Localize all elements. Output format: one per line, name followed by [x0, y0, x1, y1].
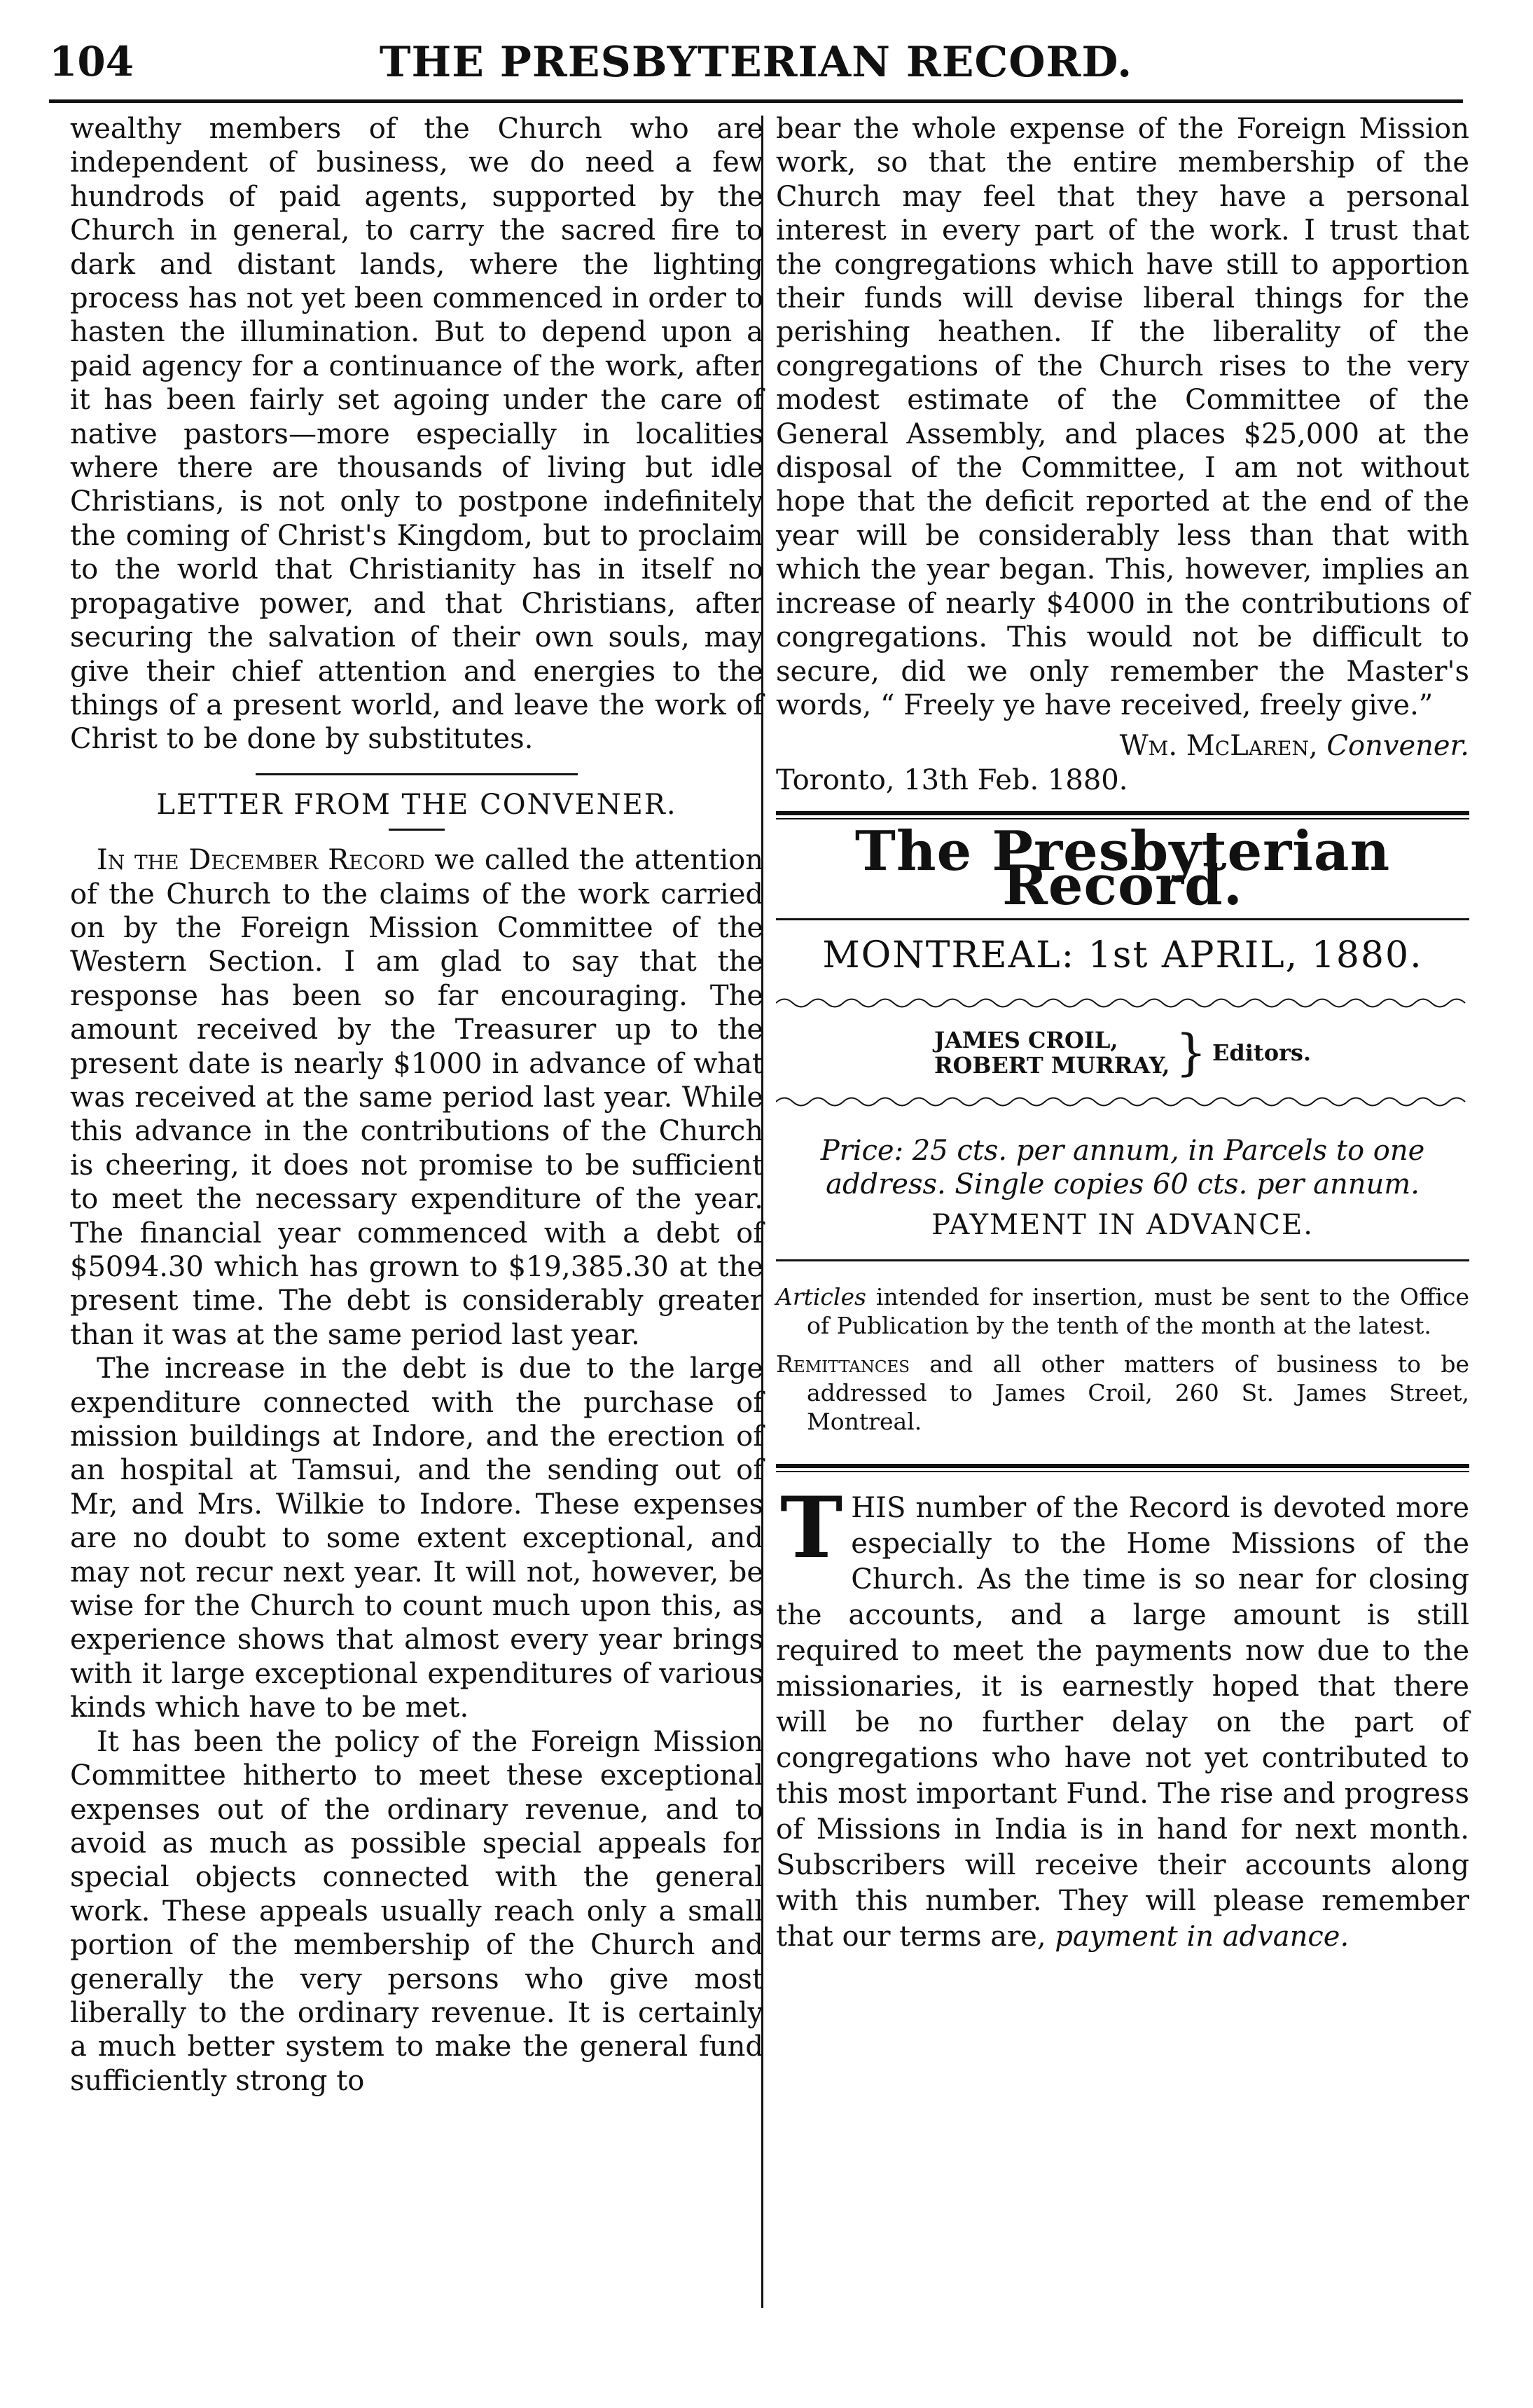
home-paragraph-emphasis: payment in advance. [1046, 1920, 1350, 1953]
notice-remit-lead: Remittances [776, 1350, 910, 1378]
masthead-rule-bottom [776, 918, 1469, 920]
title-underline [389, 829, 445, 831]
left-column [70, 112, 763, 2098]
letter-continuation: bear the whole expense of the Foreign Mission work, so that the entire membership of the Church may feel that they have a personal interest in every part of the work. I trust that the congregations which have still to apportion their funds will devise liberal things for the perishing heathen. If the liberality of the congregations of the Church rises to the very modest estimate of the Committee of the General Assembly, and places $25,000 at the disposal of the Committee, I am not without hope that the deficit reported at the end of the year will be considerably less than that with which the year began. This, however, implies an increase of nearly $4000 in the contributions of congregations. This would not be difficult to secure, did we only remember the Master's words, “ Freely ye have received, freely give.” [776, 113, 1469, 721]
notice-articles-text: intended for insertion, must be sent to the Office of Publication by the tenth of the month at the latest. [807, 1282, 1469, 1339]
right-column [776, 112, 1469, 1955]
notice-articles-lead: Articles [776, 1282, 866, 1310]
letter-paragraph-1-text: we called the attention of the Church to the claims of the work carried on by the Foreign Mission Committee of the Western Section. I am glad to say that the response has been so far encouraging. The amount received by the Treasurer up to the present date is nearly $1000 in advance of what was received at the same period last year. While this advance in the contributions of the Church is cheering, it does not promise to be sufficient to meet the necessary expenditure of the year. The financial year commenced with a debt of $5094.30 which has grown to $19,385.30 at the present time. The debt is considerably greater than it was at the same period last year. [70, 844, 764, 1351]
column-divider [761, 116, 763, 2308]
notices-rule-top [776, 1259, 1469, 1261]
issue-date: MONTREAL: 1st APRIL, 1880. [822, 934, 1423, 976]
notice-remittances [776, 1350, 1469, 1436]
section-title: LETTER FROM THE CONVENER. [156, 788, 677, 821]
drop-cap: T [780, 1478, 843, 1577]
letter-paragraph-2: The increase in the debt is due to the large expenditure connected with the purchase of mission buildings at Indore, and the erection of an hospital at Tamsui, and the sending out of Mr, and Mrs. Wilkie to Indore. These expenses are no doubt to some extent exceptional, and may not recur next year. It will not, however, be wise for the Church to count much upon this, as experience shows that almost every year brings with it large exceptional expenditures of various kinds which have to be met. [70, 1352, 763, 1724]
editors-label: Editors. [1212, 1039, 1312, 1066]
section-divider [256, 773, 578, 775]
home-paragraph-text: HIS number of the Record is devoted more especially to the Home Missions of the Church. As the time is so near for closing the accounts, and a large amount is still required to meet the payments now due to the missionaries, it is earnestly hoped that there will be no further delay on the part of congregations who have not yet contributed to this most important Fund. The rise and progress of Missions in India is in hand for next month. Subscribers will receive their accounts along with this number. They will please remember that our terms are, [776, 1491, 1469, 1953]
masthead-rule-top [776, 811, 1469, 815]
home-rule-top-thin [776, 1471, 1469, 1472]
notice-articles [776, 1282, 1469, 1340]
letter-paragraph-1 [70, 843, 763, 1352]
signature [776, 729, 1469, 763]
running-head: THE PRESBYTERIAN RECORD. [379, 38, 1133, 87]
home-missions-paragraph [776, 1478, 1469, 1955]
wavy-rule-top [776, 995, 1469, 1011]
editor-1: JAMES CROIL, [934, 1026, 1118, 1053]
header-rule [49, 99, 1463, 103]
brace-icon: } [1175, 1023, 1207, 1081]
page-number: 104 [49, 38, 134, 85]
editors-block [776, 1023, 1469, 1081]
letter-lead: In the December Record [97, 844, 425, 877]
signature-title: Convener. [1326, 730, 1469, 763]
masthead: The Presbyterian Record. [854, 819, 1391, 918]
notice-remit-text: and all other matters of business to be addressed to James Croil, 260 St. James Street, Montreal. [807, 1350, 1469, 1435]
opening-paragraph: wealthy members of the Church who are independent of business, we do need a few hundrods of paid agents, supported by the Church in general, to carry the sacred fire to dark and distant lands, where the lighting process has not yet been commenced in order to hasten the illumination. But to depend upon a paid agency for a continuance of the work, after it has been fairly set agoing under the care of native pastors—more especially in localities where there are thousands of living but idle Christians, is not only to postpone indefinitely the coming of Christ's Kingdom, but to proclaim to the world that Christianity has in itself no propagative power, and that Christians, after securing the salvation of their own souls, may give their chief attention and energies to the things of a present world, and leave the work of Christ to be done by substitutes. [70, 113, 763, 756]
payment-terms: PAYMENT IN ADVANCE. [931, 1209, 1314, 1242]
price-text: 25 cts. per annum, in Parcels to one address. Single copies 60 cts. per annum. [826, 1135, 1425, 1201]
signature-name: Wm. McLaren, [1119, 730, 1318, 763]
home-rule-top [776, 1464, 1469, 1468]
letter-dateline: Toronto, 13th Feb. 1880. [776, 763, 1128, 796]
editor-2: ROBERT MURRAY, [934, 1051, 1170, 1079]
letter-paragraph-3: It has been the policy of the Foreign Mission Committee hitherto to meet these exceptional expenses out of the ordinary revenue, and to avoid as much as possible special appeals for special objects connected with the general work. These appeals usually reach only a small portion of the membership of the Church and generally the very persons who give most liberally to the ordinary revenue. It is certainly a much better system to make the general fund sufficiently strong to [70, 1725, 763, 2097]
editor-names [934, 1027, 1170, 1078]
price-label: Price: [820, 1135, 904, 1168]
page-header [49, 28, 1463, 91]
wavy-rule-bottom [776, 1094, 1469, 1109]
price-line [776, 1134, 1469, 1201]
